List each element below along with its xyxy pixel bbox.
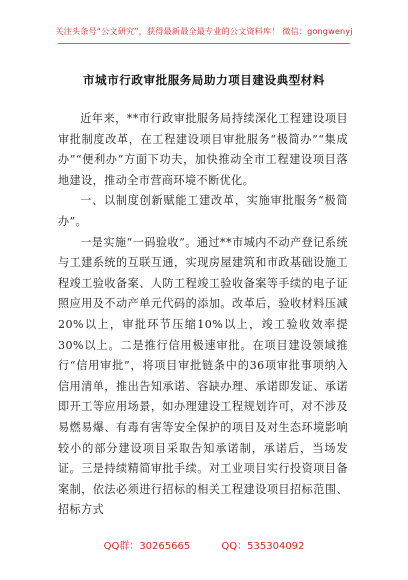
document-title: 市城市行政审批服务局助力项目建设典型材料 xyxy=(83,73,325,87)
footer-qq: QQ：535304092 xyxy=(221,541,305,552)
paragraph-section-heading: 一、以制度创新赋能工建改革，实施审批服务“极简办”。 xyxy=(58,194,348,228)
footer-contacts xyxy=(0,537,408,552)
paragraph-measures: 一是实施“一码验收”。通过**市城内不动产登记系统与工建系统的互联互通，实现房屋建筑和市政基础设施工程竣工验收备案、人防工程竣工验收备案等手续的电子证照应用及不动产单元代码的添加。改革后，验收材料压减20%以上，审批环节压缩10%以上，竣工验收效率提30%以上。二是推行信用极速审批。在项目建设领域推行“信用审批”，将项目审批链条中的36项审批事项纳入信用清单，推出告知承诺、容缺办理、承诺即发证、承诺即开工等应用场景，如办理建设工程规划许可，对不涉及易燃易爆、有毒有害等安全保护的项目及对生态环境影响较小的部分建设项目采取告知承诺制，承诺后，当场发证。三是持续精简审批手续。对工业项目实行投资项目备案制，依法必须进行招标的相关工程建设项目招标范围、招标方式 xyxy=(58,235,348,517)
paragraph-intro: 近年来，**市行政审批服务局持续深化工程建设项目审批制度改革，在工程建设项目审批服务“极简办”“集成办”“便利办”方面下功夫，加快推动全市工程建设项目落地建设，推动全市营商环境不断优化。 xyxy=(58,112,348,187)
header-banner: 关注头条号“公文研究”，获得最新最全最专业的公文资料库！ 微信：gongwenyj xyxy=(55,26,353,36)
header-divider xyxy=(58,43,350,44)
document-body xyxy=(58,109,348,521)
footer-qq-group: QQ群：30265665 xyxy=(103,541,191,552)
